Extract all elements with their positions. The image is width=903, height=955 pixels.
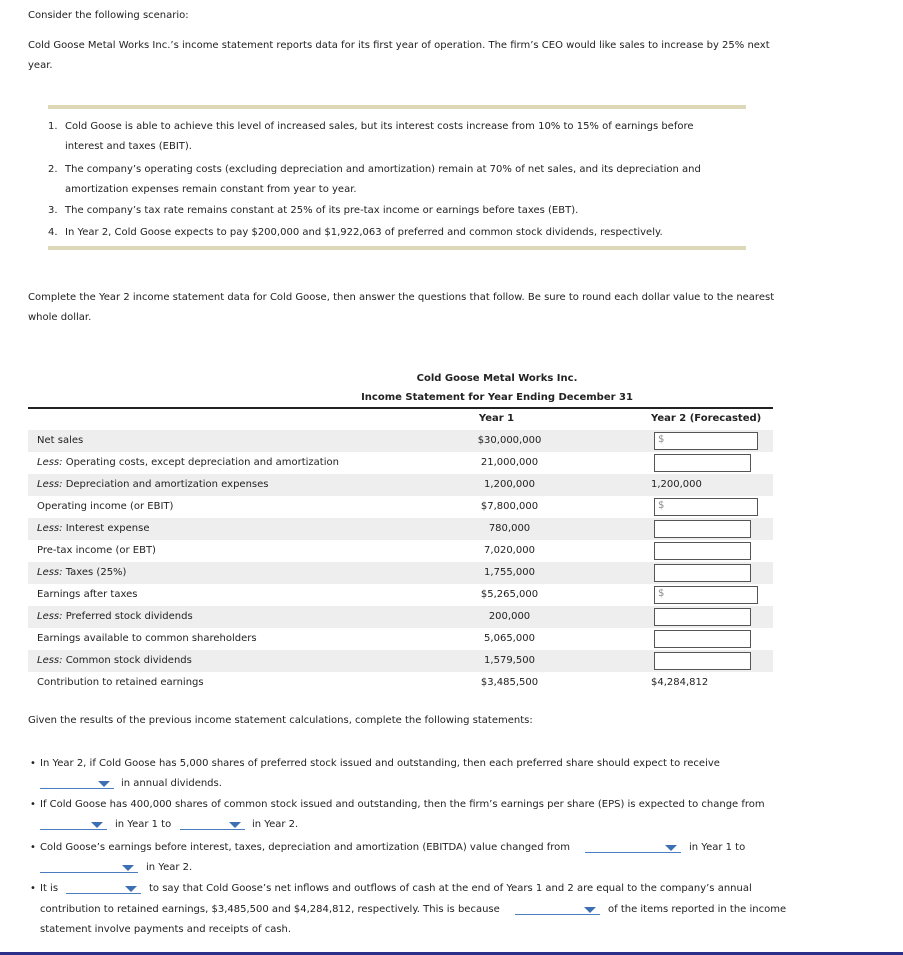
q4-text-part2: to say that Cold Goose’s net inflows and outflows of cash at the end of Years 1 and 2 are equal to the company’s annual	[149, 883, 752, 894]
year1-value: $30,000,000	[477, 435, 542, 446]
operating-costs-year2-input[interactable]	[654, 454, 751, 472]
company-name: Cold Goose Metal Works Inc.	[416, 373, 578, 384]
row-label: Net sales	[37, 435, 84, 446]
q2-text-part3: in Year 2.	[252, 819, 299, 830]
year1-value: 7,020,000	[484, 545, 535, 556]
table-row	[28, 628, 773, 650]
scenario-label: Consider the following scenario:	[28, 10, 189, 21]
earnings-after-taxes-year2-input[interactable]: $	[654, 586, 758, 604]
table-row	[28, 496, 773, 518]
instructions-line1: Complete the Year 2 income statement data for Cold Goose, then answer the questions that follow. Be sure to round each dollar value to the nearest	[28, 292, 775, 303]
bullet-dot: •	[30, 842, 36, 853]
table-row	[28, 540, 773, 562]
chevron-down-icon	[98, 781, 110, 787]
q4-text-part1: It is	[40, 883, 59, 894]
row-label: Earnings after taxes	[37, 589, 138, 600]
row-label: Less: Preferred stock dividends	[37, 611, 193, 622]
ebit-year2-input[interactable]: $	[654, 498, 758, 516]
year1-value: 5,065,000	[484, 633, 535, 644]
chevron-down-icon	[665, 845, 677, 851]
chevron-down-icon	[122, 865, 134, 871]
q3-text-part3: in Year 2.	[146, 862, 193, 873]
questions-intro: Given the results of the previous income statement calculations, complete the following statements:	[28, 715, 533, 726]
interest-expense-year2-input[interactable]	[654, 520, 751, 538]
table-row	[28, 518, 773, 540]
bullet-dot: •	[30, 799, 36, 810]
q2-text-part2: in Year 1 to	[115, 819, 172, 830]
year1-value: 21,000,000	[480, 457, 539, 468]
q1-preferred-dividend-dropdown[interactable]	[40, 777, 114, 789]
year2-value: $4,284,812	[651, 677, 709, 688]
bullet-dot: •	[30, 758, 36, 769]
chevron-down-icon	[91, 822, 103, 828]
table-row	[28, 562, 773, 584]
row-label: Less: Taxes (25%)	[37, 567, 127, 578]
q2-text-part1: If Cold Goose has 400,000 shares of common stock issued and outstanding, then the firm’s earnings per share (EPS) is expected to change from	[40, 799, 765, 810]
table-row	[28, 452, 773, 474]
table-row	[28, 650, 773, 672]
q4-text-part3: contribution to retained earnings, $3,485,500 and $4,284,812, respectively. This is because	[40, 904, 500, 915]
row-label: Operating income (or EBIT)	[37, 501, 174, 512]
q4-text-part5: statement involve payments and receipts of cash.	[40, 924, 292, 935]
taxes-year2-input[interactable]	[654, 564, 751, 582]
table-row	[28, 606, 773, 628]
instructions-line2: whole dollar.	[28, 312, 92, 323]
earnings-available-common-year2-input[interactable]	[654, 630, 751, 648]
year1-value: $7,800,000	[480, 501, 539, 512]
common-dividends-year2-input[interactable]	[654, 652, 751, 670]
row-label: Contribution to retained earnings	[37, 677, 204, 688]
q3-ebitda-year2-dropdown[interactable]	[40, 861, 138, 873]
table-row	[28, 430, 773, 452]
q4-reason-dropdown[interactable]	[515, 903, 600, 915]
row-label: Pre-tax income (or EBT)	[37, 545, 156, 556]
net-sales-year2-input[interactable]: $	[654, 432, 758, 450]
year1-value: 200,000	[488, 611, 531, 622]
q4-text-part4: of the items reported in the income	[608, 904, 787, 915]
assumptions-top-rule	[48, 105, 746, 109]
table-row	[28, 672, 773, 694]
q3-text-part1: Cold Goose’s earnings before interest, taxes, depreciation and amortization (EBITDA) value changed from	[40, 842, 570, 853]
chevron-down-icon	[584, 907, 596, 913]
q3-ebitda-year1-dropdown[interactable]	[585, 841, 681, 853]
q1-text-part2: in annual dividends.	[121, 778, 222, 789]
year1-value: $5,265,000	[480, 589, 539, 600]
q3-text-part2: in Year 1 to	[689, 842, 746, 853]
year1-value: 1,579,500	[484, 655, 535, 666]
scenario-paragraph-line1: Cold Goose Metal Works Inc.’s income statement reports data for its first year of operation. The firm’s CEO would like sales to increase by 25% next	[28, 40, 770, 51]
table-row	[28, 474, 773, 496]
year1-value: 1,755,000	[484, 567, 535, 578]
year2-value: 1,200,000	[651, 479, 702, 490]
row-label: Less: Depreciation and amortization expenses	[37, 479, 269, 490]
bullet-dot: •	[30, 883, 36, 894]
scenario-paragraph-line2: year.	[28, 60, 53, 71]
preferred-dividends-year2-input[interactable]	[654, 608, 751, 626]
year1-value: 1,200,000	[484, 479, 535, 490]
row-label: Less: Operating costs, except depreciation and amortization	[37, 457, 339, 468]
year1-value: 780,000	[488, 523, 531, 534]
table-top-rule	[28, 407, 773, 409]
q4-accuracy-dropdown[interactable]	[66, 882, 141, 894]
chevron-down-icon	[125, 886, 137, 892]
chevron-down-icon	[229, 822, 241, 828]
row-label: Less: Common stock dividends	[37, 655, 192, 666]
row-label: Less: Interest expense	[37, 523, 150, 534]
row-label: Earnings available to common shareholders	[37, 633, 257, 644]
table-row	[28, 584, 773, 606]
q1-text-part1: In Year 2, if Cold Goose has 5,000 shares of preferred stock issued and outstanding, then each preferred share should expect to receive	[40, 758, 720, 769]
column-header-year1: Year 1	[478, 413, 515, 424]
q2-eps-year2-dropdown[interactable]	[180, 818, 245, 830]
assumptions-bottom-rule	[48, 246, 746, 250]
ebt-year2-input[interactable]	[654, 542, 751, 560]
statement-title: Income Statement for Year Ending December 31	[361, 392, 633, 403]
q2-eps-year1-dropdown[interactable]	[40, 818, 107, 830]
year1-value: $3,485,500	[480, 677, 539, 688]
column-header-year2: Year 2 (Forecasted)	[651, 413, 762, 424]
